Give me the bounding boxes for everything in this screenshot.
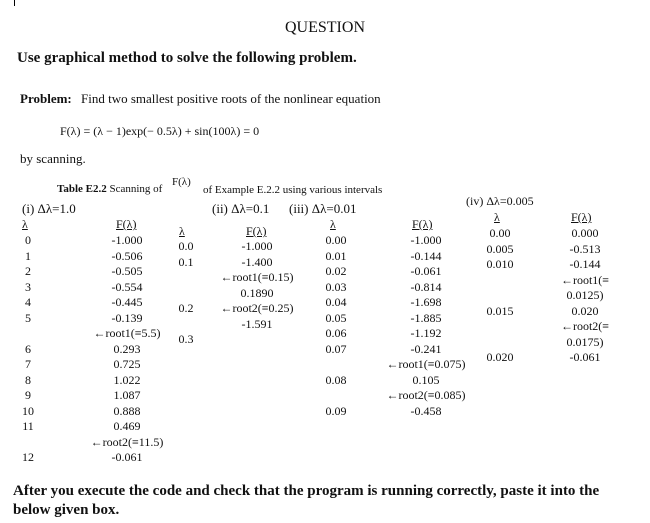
cell: 4 xyxy=(25,295,31,309)
col-ii-f-label: F(λ) xyxy=(246,224,267,238)
col-i-lambda-label: λ xyxy=(22,217,28,231)
root-annotation: ←root2(≡0.085) xyxy=(386,388,466,402)
cell: 0.020 xyxy=(571,303,599,318)
cell: 0.105 xyxy=(412,372,440,387)
header-interval-i: (i) Δλ=1.0 xyxy=(22,201,76,216)
cell: -0.144 xyxy=(410,248,442,263)
cell: -0.241 xyxy=(410,341,442,356)
cell: 0.1890 xyxy=(240,285,274,300)
cell: 0.04 xyxy=(325,295,347,309)
col-ii-lambda xyxy=(172,239,200,348)
caption-rest: of Example E.2.2 using various intervals xyxy=(203,184,383,196)
cell: 5 xyxy=(25,310,31,325)
col-iii-f-label: F(λ) xyxy=(412,217,433,231)
cell xyxy=(482,288,518,304)
cell: 1.087 xyxy=(113,388,141,402)
col-ii-f xyxy=(214,239,300,332)
page-title: QUESTION xyxy=(285,19,365,36)
header-interval-ii: (ii) Δλ=0.1 xyxy=(212,201,270,216)
caption-function: F(λ) xyxy=(172,176,191,188)
col-iii-lambda-label: λ xyxy=(330,217,336,231)
cell: -0.554 xyxy=(111,279,143,294)
cell xyxy=(172,270,200,286)
footer-instruction: After you execute the code and check that the program is running correctly, paste it into the below given box. xyxy=(13,483,600,518)
cell: 0.725 xyxy=(113,357,141,371)
cell: -0.061 xyxy=(569,350,601,364)
col-iv-f xyxy=(555,226,615,366)
root-annotation: 0.0175) xyxy=(566,334,604,349)
cell: 0.3 xyxy=(178,332,194,346)
cell: -0.506 xyxy=(111,248,143,263)
cell: 9 xyxy=(25,388,31,402)
col-iv-f-label: F(λ) xyxy=(571,210,592,224)
cell: 1 xyxy=(25,248,31,263)
cell: -0.061 xyxy=(111,450,143,464)
cell: -0.144 xyxy=(569,257,601,271)
problem-label: Problem: xyxy=(20,91,72,106)
cell: 0.469 xyxy=(113,419,141,433)
root-annotation: ←root2(≡11.5) xyxy=(90,434,164,449)
cell: -0.505 xyxy=(111,264,143,278)
cell: 0.00 xyxy=(325,233,347,247)
root-annotation: ←root2(≡ xyxy=(560,319,610,333)
cell: -1.698 xyxy=(410,295,442,309)
cell: -1.000 xyxy=(410,233,442,247)
by-scanning-text: by scanning. xyxy=(20,151,86,166)
col-ii-lambda-label: λ xyxy=(179,224,185,238)
header-interval-iv: (iv) Δλ=0.005 xyxy=(466,194,534,208)
cell: -1.885 xyxy=(410,310,442,325)
cell: 0.03 xyxy=(325,279,347,294)
instruction-text: Use graphical method to solve the following problem. xyxy=(17,50,357,66)
root-annotation: ←root1(≡ xyxy=(560,272,610,287)
equation: F(λ) = (λ − 1)exp(− 0.5λ) + sin(100λ) = 0 xyxy=(60,124,260,138)
cell: 0.0 xyxy=(178,239,194,253)
cell: -1.000 xyxy=(111,233,143,247)
col-i-lambda xyxy=(16,233,40,466)
cell: 1.022 xyxy=(113,372,141,387)
cell xyxy=(482,335,518,351)
cell xyxy=(320,357,352,373)
cell: 10 xyxy=(22,403,34,418)
problem-statement xyxy=(20,91,381,107)
col-iii-f xyxy=(378,233,474,419)
cell: -1.400 xyxy=(241,254,273,269)
root-annotation: ←root1(≡0.15) xyxy=(220,270,294,284)
col-i-f xyxy=(84,233,170,466)
cell xyxy=(482,319,518,335)
cell: 0.293 xyxy=(113,341,141,356)
cell: -1.000 xyxy=(241,239,273,253)
cell: 11 xyxy=(22,419,34,433)
col-iv-lambda-label: λ xyxy=(494,210,500,224)
cell: 0.015 xyxy=(486,303,514,318)
cell: 0.005 xyxy=(486,241,514,256)
cell: 7 xyxy=(25,357,31,371)
cell: 0.000 xyxy=(571,226,599,240)
cell: 0.09 xyxy=(325,403,347,418)
cell: 0.05 xyxy=(325,310,347,325)
cell: 0.02 xyxy=(325,264,347,278)
cell: -0.061 xyxy=(410,264,442,278)
root-annotation: ←root1(≡0.075) xyxy=(386,357,466,371)
cell xyxy=(16,435,40,451)
cell: 0.08 xyxy=(325,372,347,387)
cell: 0.00 xyxy=(489,226,511,240)
cell: 0.020 xyxy=(486,350,514,364)
cell: 3 xyxy=(25,279,31,294)
cell xyxy=(320,388,352,404)
cell: 0.07 xyxy=(325,341,347,356)
caption-scanning: Scanning of xyxy=(109,183,163,195)
cell: -1.192 xyxy=(410,326,442,340)
col-iv-lambda xyxy=(482,226,518,366)
cell: -0.513 xyxy=(569,241,601,256)
cell: 0.1 xyxy=(178,254,194,269)
cell: 0.01 xyxy=(325,248,347,263)
cell: -0.458 xyxy=(410,403,442,418)
col-i-f-label: F(λ) xyxy=(116,217,137,231)
window-edge-mark xyxy=(14,0,15,6)
cell: 0 xyxy=(25,233,31,247)
cell: 6 xyxy=(25,341,31,356)
root-annotation: ←root2(≡0.25) xyxy=(220,301,294,315)
cell: 0.010 xyxy=(486,257,514,271)
cell: 8 xyxy=(25,372,31,387)
root-annotation: 0.0125) xyxy=(566,288,604,302)
cell: 12 xyxy=(22,450,34,464)
cell: -0.139 xyxy=(111,310,143,325)
cell xyxy=(16,326,40,342)
cell: 0.888 xyxy=(113,403,141,418)
col-iii-lambda xyxy=(320,233,352,419)
cell: 0.2 xyxy=(178,301,194,315)
cell xyxy=(482,273,518,289)
cell xyxy=(172,317,200,333)
cell xyxy=(172,286,200,302)
problem-text: Find two smallest positive roots of the nonlinear equation xyxy=(81,91,381,106)
cell: -1.591 xyxy=(241,316,273,331)
table-caption xyxy=(57,183,162,195)
header-interval-iii: (iii) Δλ=0.01 xyxy=(289,201,357,216)
cell: -0.814 xyxy=(410,279,442,294)
root-annotation: ←root1(≡5.5) xyxy=(93,326,161,340)
cell: 0.06 xyxy=(325,326,347,340)
cell: -0.445 xyxy=(111,295,143,309)
caption-table-number: Table E2.2 xyxy=(57,183,107,195)
cell: 2 xyxy=(25,264,31,278)
